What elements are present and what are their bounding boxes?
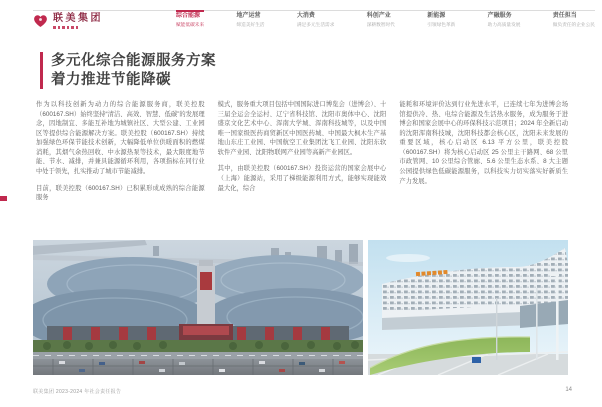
modern-building-illustration: [368, 240, 568, 375]
text-column-1: [36, 100, 205, 210]
nav-item-title: 大消费: [296, 13, 315, 19]
nav-item-title: 产融服务: [487, 13, 512, 19]
logo-tagline-marks: [53, 26, 103, 29]
nav-item-responsibility[interactable]: [553, 13, 595, 28]
heart-logo-icon: [33, 14, 48, 28]
company-name: 联美集团: [53, 13, 103, 24]
section-nav: [176, 13, 595, 28]
nav-item-tech-industry[interactable]: [367, 13, 395, 28]
text-column-3: [399, 100, 568, 210]
page-number: 14: [565, 387, 572, 393]
nav-item-title: 综合能源: [176, 13, 201, 19]
title-line-2: 着力推进节能降碳: [51, 71, 171, 88]
company-logo: [33, 14, 103, 29]
photo-modern-building: [368, 240, 568, 375]
page-edge-marker: [0, 196, 7, 201]
paragraph: 模式，服务重大项目包括中国国际进口博览会（进博会）、十三届全运会全运村、辽宁省科技馆、沈阳市奥体中心、沈阳盛京文化艺术中心、浑南大学城、浑南科技城等，以及中国唯一国家级医药商贸新区中国医药城、中国最大枫木生产基地山东庄工业园、中国航空工业集团沈飞工业园、沈阳东软软件产业园、沈阳物联网产业园等高新产业园区。: [217, 101, 387, 156]
nav-item-subtitle: 深耕数智时代: [366, 22, 395, 28]
header-divider: [33, 10, 595, 11]
paragraph: 目前，联美控股（600167.SH）已积累形成成熟的综合能源服务: [36, 184, 205, 202]
paragraph: 作为以科技创新为动力的综合能源服务商，联美控股（600167.SH）始终坚持“清洁、高效、智慧、低碳”的发展理念，因地制宜、多能互补地为城镇社区、大型公建、工业园区等提供综合能源解决方案。联美控股（600167.SH）持续加强绿色环保节能技术创新，大幅降低单位供暖面积的燃煤消耗，其烟气余热回收、中水源热泵等技术，最大限度地节能、节水、减排，并兼具能源循环利用，各项指标在同行业中处于领先，扎实推动了城市节能减排。: [36, 101, 205, 175]
nav-item-subtitle: 缔造美好生活: [236, 22, 265, 28]
page-title: [51, 52, 216, 90]
body-columns: [36, 100, 568, 210]
photo-exhibition-center-aerial: [33, 240, 363, 375]
nav-item-subtitle: 赋能低碳未来: [176, 22, 205, 28]
nav-item-subtitle: 做负责任的企业公民: [552, 22, 595, 28]
page-title-block: [40, 52, 216, 90]
nav-item-industry-finance[interactable]: [488, 13, 521, 28]
nav-item-title: 新能源: [427, 13, 446, 19]
nav-item-subtitle: 引领绿色革新: [427, 22, 456, 28]
text-column-2: [218, 100, 387, 210]
title-accent-bar: [40, 52, 43, 89]
nav-item-consumption[interactable]: [297, 13, 335, 28]
photo-row: [33, 240, 568, 375]
title-line-1: 多元化综合能源服务方案: [51, 53, 216, 69]
nav-item-realestate[interactable]: [236, 13, 264, 28]
nav-item-energy[interactable]: [176, 13, 204, 28]
nav-item-new-energy[interactable]: [427, 13, 455, 28]
paragraph: 能耗和环境评价达到行业先进水平，已连续七年为进博会场馆提供冷、热、电综合能源及生活热水服务，成为服务于进博会和国家会展中心的环保科技示范项目；2024 年全新启动的沈阳浑南科技城，沈阳科技都会核心区，沈阳未来发展的重要区域，核心启动区 6.13 平方公里，联美控股（600167.SH）将为核心启动区 25 公里主干路网、68 公里市政管网、10 公里综合管廊、5.6 公里生态水系、8 大主题公园提供绿色低碳能源服务，以科技实力切实落实好新质生产力发展。: [399, 101, 569, 185]
nav-item-title: 地产运营: [236, 13, 261, 19]
nav-item-subtitle: 助力高质量发展: [487, 22, 521, 28]
paragraph: 其中，由联美控股（600167.SH）投资运营的国家会展中心（上海）能源站，采用了梯级能源利用方式，能够实现能效最大化，综合: [217, 165, 387, 192]
exhibition-center-illustration: [33, 240, 363, 375]
nav-item-title: 科创产业: [366, 13, 391, 19]
nav-item-title: 责任担当: [552, 13, 577, 19]
footer-report-title: 联美集团 2023-2024 年社会责任报告: [33, 389, 122, 395]
nav-item-subtitle: 满足多元生活需求: [296, 22, 335, 28]
